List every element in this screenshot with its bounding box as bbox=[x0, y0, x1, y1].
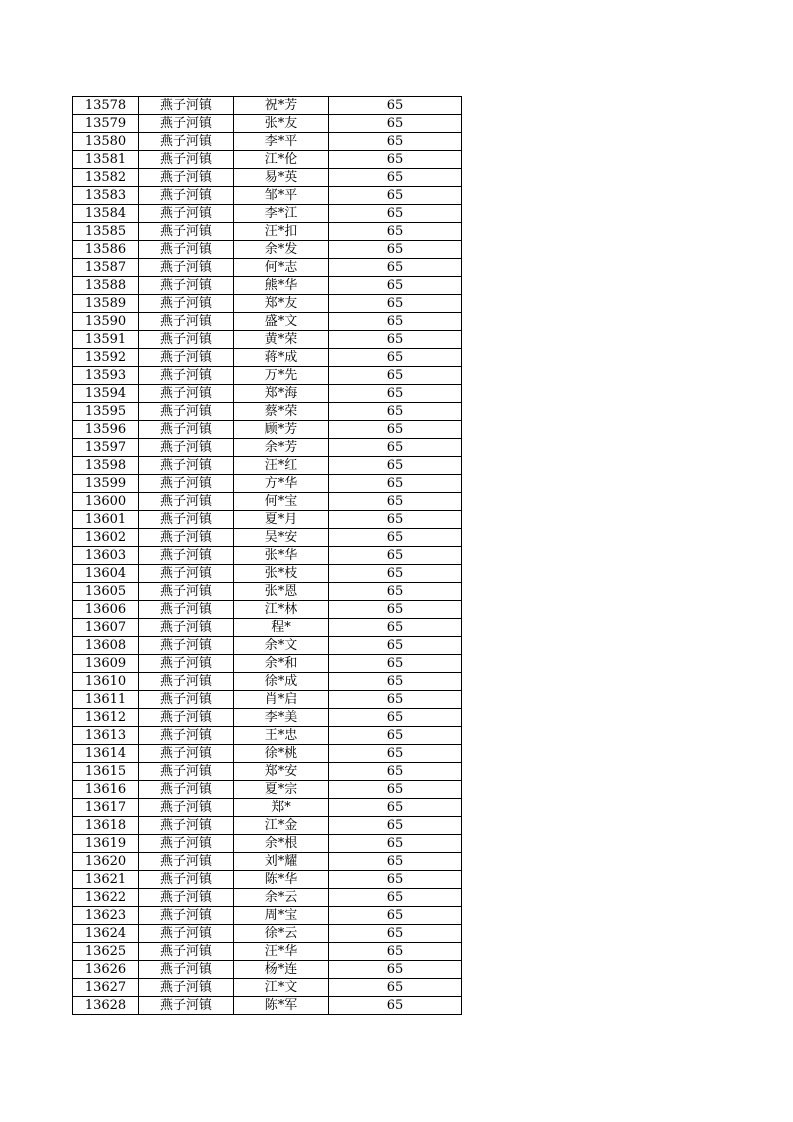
table-row bbox=[73, 151, 462, 169]
cell-amount: 65 bbox=[329, 439, 462, 457]
cell-id: 13618 bbox=[73, 817, 139, 835]
cell-town: 燕子河镇 bbox=[139, 601, 234, 619]
cell-town: 燕子河镇 bbox=[139, 853, 234, 871]
cell-amount: 65 bbox=[329, 583, 462, 601]
table-row bbox=[73, 601, 462, 619]
table-row bbox=[73, 511, 462, 529]
cell-town: 燕子河镇 bbox=[139, 817, 234, 835]
table-row bbox=[73, 187, 462, 205]
cell-name: 祝*芳 bbox=[234, 97, 329, 115]
cell-town: 燕子河镇 bbox=[139, 169, 234, 187]
cell-id: 13595 bbox=[73, 403, 139, 421]
cell-id: 13605 bbox=[73, 583, 139, 601]
cell-id: 13610 bbox=[73, 673, 139, 691]
cell-name: 夏*宗 bbox=[234, 781, 329, 799]
cell-name: 方*华 bbox=[234, 475, 329, 493]
cell-amount: 65 bbox=[329, 529, 462, 547]
table-row bbox=[73, 169, 462, 187]
cell-id: 13627 bbox=[73, 979, 139, 997]
cell-town: 燕子河镇 bbox=[139, 511, 234, 529]
table-row bbox=[73, 961, 462, 979]
cell-name: 杨*连 bbox=[234, 961, 329, 979]
cell-town: 燕子河镇 bbox=[139, 457, 234, 475]
cell-amount: 65 bbox=[329, 979, 462, 997]
cell-name: 江*金 bbox=[234, 817, 329, 835]
cell-id: 13615 bbox=[73, 763, 139, 781]
cell-town: 燕子河镇 bbox=[139, 241, 234, 259]
cell-name: 何*宝 bbox=[234, 493, 329, 511]
cell-town: 燕子河镇 bbox=[139, 583, 234, 601]
cell-town: 燕子河镇 bbox=[139, 151, 234, 169]
cell-id: 13616 bbox=[73, 781, 139, 799]
cell-name: 汪*华 bbox=[234, 943, 329, 961]
cell-id: 13628 bbox=[73, 997, 139, 1015]
cell-town: 燕子河镇 bbox=[139, 205, 234, 223]
cell-town: 燕子河镇 bbox=[139, 331, 234, 349]
cell-town: 燕子河镇 bbox=[139, 385, 234, 403]
cell-town: 燕子河镇 bbox=[139, 745, 234, 763]
cell-name: 周*宝 bbox=[234, 907, 329, 925]
cell-id: 13578 bbox=[73, 97, 139, 115]
cell-amount: 65 bbox=[329, 133, 462, 151]
cell-amount: 65 bbox=[329, 151, 462, 169]
table-row bbox=[73, 907, 462, 925]
cell-id: 13619 bbox=[73, 835, 139, 853]
cell-name: 徐*桃 bbox=[234, 745, 329, 763]
cell-town: 燕子河镇 bbox=[139, 907, 234, 925]
cell-name: 李*江 bbox=[234, 205, 329, 223]
cell-amount: 65 bbox=[329, 313, 462, 331]
cell-town: 燕子河镇 bbox=[139, 187, 234, 205]
table-row bbox=[73, 367, 462, 385]
cell-id: 13581 bbox=[73, 151, 139, 169]
cell-amount: 65 bbox=[329, 673, 462, 691]
cell-name: 程* bbox=[234, 619, 329, 637]
cell-id: 13612 bbox=[73, 709, 139, 727]
cell-name: 余*发 bbox=[234, 241, 329, 259]
cell-name: 郑*安 bbox=[234, 763, 329, 781]
cell-town: 燕子河镇 bbox=[139, 763, 234, 781]
table-row bbox=[73, 943, 462, 961]
table-row bbox=[73, 979, 462, 997]
cell-id: 13623 bbox=[73, 907, 139, 925]
cell-id: 13622 bbox=[73, 889, 139, 907]
table-row bbox=[73, 223, 462, 241]
cell-amount: 65 bbox=[329, 907, 462, 925]
table-row bbox=[73, 619, 462, 637]
cell-name: 陈*华 bbox=[234, 871, 329, 889]
cell-name: 夏*月 bbox=[234, 511, 329, 529]
cell-name: 江*文 bbox=[234, 979, 329, 997]
cell-town: 燕子河镇 bbox=[139, 979, 234, 997]
cell-id: 13607 bbox=[73, 619, 139, 637]
table-row bbox=[73, 655, 462, 673]
table-row bbox=[73, 97, 462, 115]
table-row bbox=[73, 925, 462, 943]
cell-town: 燕子河镇 bbox=[139, 925, 234, 943]
cell-town: 燕子河镇 bbox=[139, 709, 234, 727]
table-row bbox=[73, 997, 462, 1015]
cell-amount: 65 bbox=[329, 817, 462, 835]
cell-amount: 65 bbox=[329, 205, 462, 223]
cell-town: 燕子河镇 bbox=[139, 529, 234, 547]
cell-town: 燕子河镇 bbox=[139, 277, 234, 295]
cell-amount: 65 bbox=[329, 547, 462, 565]
cell-town: 燕子河镇 bbox=[139, 673, 234, 691]
cell-amount: 65 bbox=[329, 727, 462, 745]
cell-id: 13608 bbox=[73, 637, 139, 655]
cell-id: 13589 bbox=[73, 295, 139, 313]
table-row bbox=[73, 853, 462, 871]
cell-amount: 65 bbox=[329, 943, 462, 961]
cell-id: 13590 bbox=[73, 313, 139, 331]
cell-amount: 65 bbox=[329, 655, 462, 673]
cell-town: 燕子河镇 bbox=[139, 691, 234, 709]
cell-town: 燕子河镇 bbox=[139, 997, 234, 1015]
table-row bbox=[73, 781, 462, 799]
cell-town: 燕子河镇 bbox=[139, 619, 234, 637]
table-row bbox=[73, 457, 462, 475]
cell-amount: 65 bbox=[329, 169, 462, 187]
cell-amount: 65 bbox=[329, 349, 462, 367]
table-row bbox=[73, 385, 462, 403]
cell-name: 肖*启 bbox=[234, 691, 329, 709]
cell-name: 郑* bbox=[234, 799, 329, 817]
cell-name: 郑*友 bbox=[234, 295, 329, 313]
cell-id: 13611 bbox=[73, 691, 139, 709]
cell-name: 余*云 bbox=[234, 889, 329, 907]
cell-name: 汪*红 bbox=[234, 457, 329, 475]
cell-name: 徐*成 bbox=[234, 673, 329, 691]
cell-town: 燕子河镇 bbox=[139, 475, 234, 493]
cell-town: 燕子河镇 bbox=[139, 565, 234, 583]
cell-town: 燕子河镇 bbox=[139, 421, 234, 439]
cell-id: 13621 bbox=[73, 871, 139, 889]
cell-amount: 65 bbox=[329, 115, 462, 133]
cell-name: 邹*平 bbox=[234, 187, 329, 205]
cell-amount: 65 bbox=[329, 97, 462, 115]
cell-amount: 65 bbox=[329, 493, 462, 511]
cell-amount: 65 bbox=[329, 835, 462, 853]
table-row bbox=[73, 583, 462, 601]
table-row bbox=[73, 133, 462, 151]
cell-id: 13594 bbox=[73, 385, 139, 403]
cell-name: 黄*荣 bbox=[234, 331, 329, 349]
cell-name: 张*恩 bbox=[234, 583, 329, 601]
cell-id: 13603 bbox=[73, 547, 139, 565]
cell-town: 燕子河镇 bbox=[139, 259, 234, 277]
table-row bbox=[73, 331, 462, 349]
cell-name: 余*芳 bbox=[234, 439, 329, 457]
cell-id: 13584 bbox=[73, 205, 139, 223]
cell-name: 王*忠 bbox=[234, 727, 329, 745]
cell-town: 燕子河镇 bbox=[139, 655, 234, 673]
cell-amount: 65 bbox=[329, 241, 462, 259]
cell-name: 郑*海 bbox=[234, 385, 329, 403]
cell-town: 燕子河镇 bbox=[139, 403, 234, 421]
cell-name: 刘*耀 bbox=[234, 853, 329, 871]
cell-town: 燕子河镇 bbox=[139, 367, 234, 385]
table-row bbox=[73, 115, 462, 133]
cell-town: 燕子河镇 bbox=[139, 223, 234, 241]
cell-id: 13592 bbox=[73, 349, 139, 367]
cell-id: 13583 bbox=[73, 187, 139, 205]
cell-amount: 65 bbox=[329, 367, 462, 385]
cell-name: 余*和 bbox=[234, 655, 329, 673]
table-row bbox=[73, 439, 462, 457]
cell-id: 13609 bbox=[73, 655, 139, 673]
cell-amount: 65 bbox=[329, 781, 462, 799]
table-row bbox=[73, 817, 462, 835]
cell-amount: 65 bbox=[329, 457, 462, 475]
table-row bbox=[73, 241, 462, 259]
table-row bbox=[73, 799, 462, 817]
table-row bbox=[73, 349, 462, 367]
cell-id: 13600 bbox=[73, 493, 139, 511]
table-row bbox=[73, 295, 462, 313]
cell-amount: 65 bbox=[329, 997, 462, 1015]
cell-town: 燕子河镇 bbox=[139, 313, 234, 331]
cell-id: 13587 bbox=[73, 259, 139, 277]
cell-town: 燕子河镇 bbox=[139, 547, 234, 565]
cell-id: 13625 bbox=[73, 943, 139, 961]
data-table bbox=[72, 96, 462, 1015]
cell-name: 李*美 bbox=[234, 709, 329, 727]
cell-amount: 65 bbox=[329, 259, 462, 277]
cell-name: 熊*华 bbox=[234, 277, 329, 295]
cell-amount: 65 bbox=[329, 745, 462, 763]
table-row bbox=[73, 889, 462, 907]
table-row bbox=[73, 493, 462, 511]
table-row bbox=[73, 835, 462, 853]
table-row bbox=[73, 691, 462, 709]
cell-id: 13580 bbox=[73, 133, 139, 151]
cell-town: 燕子河镇 bbox=[139, 727, 234, 745]
table-row bbox=[73, 565, 462, 583]
cell-town: 燕子河镇 bbox=[139, 115, 234, 133]
cell-name: 吴*安 bbox=[234, 529, 329, 547]
cell-amount: 65 bbox=[329, 925, 462, 943]
table-body bbox=[73, 97, 462, 1015]
cell-amount: 65 bbox=[329, 223, 462, 241]
cell-town: 燕子河镇 bbox=[139, 439, 234, 457]
cell-name: 何*志 bbox=[234, 259, 329, 277]
cell-id: 13582 bbox=[73, 169, 139, 187]
cell-amount: 65 bbox=[329, 853, 462, 871]
cell-id: 13588 bbox=[73, 277, 139, 295]
cell-town: 燕子河镇 bbox=[139, 637, 234, 655]
cell-id: 13585 bbox=[73, 223, 139, 241]
cell-id: 13599 bbox=[73, 475, 139, 493]
cell-amount: 65 bbox=[329, 331, 462, 349]
cell-id: 13602 bbox=[73, 529, 139, 547]
cell-id: 13614 bbox=[73, 745, 139, 763]
cell-amount: 65 bbox=[329, 871, 462, 889]
cell-id: 13597 bbox=[73, 439, 139, 457]
cell-name: 顾*芳 bbox=[234, 421, 329, 439]
cell-id: 13604 bbox=[73, 565, 139, 583]
cell-name: 万*先 bbox=[234, 367, 329, 385]
table-row bbox=[73, 547, 462, 565]
cell-name: 张*华 bbox=[234, 547, 329, 565]
cell-amount: 65 bbox=[329, 709, 462, 727]
table-row bbox=[73, 313, 462, 331]
cell-amount: 65 bbox=[329, 511, 462, 529]
cell-amount: 65 bbox=[329, 763, 462, 781]
cell-town: 燕子河镇 bbox=[139, 943, 234, 961]
cell-amount: 65 bbox=[329, 403, 462, 421]
table-row bbox=[73, 421, 462, 439]
cell-name: 盛*文 bbox=[234, 313, 329, 331]
cell-id: 13620 bbox=[73, 853, 139, 871]
cell-id: 13601 bbox=[73, 511, 139, 529]
table-row bbox=[73, 475, 462, 493]
cell-amount: 65 bbox=[329, 619, 462, 637]
cell-amount: 65 bbox=[329, 295, 462, 313]
cell-name: 江*林 bbox=[234, 601, 329, 619]
cell-town: 燕子河镇 bbox=[139, 133, 234, 151]
cell-id: 13626 bbox=[73, 961, 139, 979]
table-row bbox=[73, 277, 462, 295]
table-row bbox=[73, 529, 462, 547]
cell-name: 徐*云 bbox=[234, 925, 329, 943]
cell-id: 13593 bbox=[73, 367, 139, 385]
cell-id: 13617 bbox=[73, 799, 139, 817]
cell-id: 13591 bbox=[73, 331, 139, 349]
cell-name: 汪*扣 bbox=[234, 223, 329, 241]
cell-amount: 65 bbox=[329, 565, 462, 583]
cell-name: 李*平 bbox=[234, 133, 329, 151]
cell-town: 燕子河镇 bbox=[139, 835, 234, 853]
cell-amount: 65 bbox=[329, 637, 462, 655]
table-row bbox=[73, 403, 462, 421]
table-row bbox=[73, 727, 462, 745]
cell-town: 燕子河镇 bbox=[139, 781, 234, 799]
cell-town: 燕子河镇 bbox=[139, 889, 234, 907]
cell-id: 13596 bbox=[73, 421, 139, 439]
cell-amount: 65 bbox=[329, 187, 462, 205]
table-row bbox=[73, 763, 462, 781]
cell-name: 江*伦 bbox=[234, 151, 329, 169]
cell-town: 燕子河镇 bbox=[139, 493, 234, 511]
cell-town: 燕子河镇 bbox=[139, 349, 234, 367]
cell-amount: 65 bbox=[329, 421, 462, 439]
cell-id: 13586 bbox=[73, 241, 139, 259]
cell-amount: 65 bbox=[329, 277, 462, 295]
cell-name: 余*根 bbox=[234, 835, 329, 853]
cell-amount: 65 bbox=[329, 385, 462, 403]
cell-amount: 65 bbox=[329, 475, 462, 493]
table-row bbox=[73, 205, 462, 223]
table-row bbox=[73, 637, 462, 655]
cell-id: 13624 bbox=[73, 925, 139, 943]
cell-name: 陈*军 bbox=[234, 997, 329, 1015]
cell-id: 13598 bbox=[73, 457, 139, 475]
cell-town: 燕子河镇 bbox=[139, 97, 234, 115]
cell-amount: 65 bbox=[329, 889, 462, 907]
cell-town: 燕子河镇 bbox=[139, 799, 234, 817]
cell-name: 张*枝 bbox=[234, 565, 329, 583]
cell-name: 蒋*成 bbox=[234, 349, 329, 367]
table-row bbox=[73, 259, 462, 277]
cell-name: 张*友 bbox=[234, 115, 329, 133]
cell-amount: 65 bbox=[329, 601, 462, 619]
cell-town: 燕子河镇 bbox=[139, 961, 234, 979]
table-row bbox=[73, 871, 462, 889]
cell-amount: 65 bbox=[329, 799, 462, 817]
cell-town: 燕子河镇 bbox=[139, 871, 234, 889]
table-row bbox=[73, 709, 462, 727]
cell-name: 余*文 bbox=[234, 637, 329, 655]
table-row bbox=[73, 673, 462, 691]
cell-id: 13606 bbox=[73, 601, 139, 619]
cell-name: 蔡*荣 bbox=[234, 403, 329, 421]
table-row bbox=[73, 745, 462, 763]
cell-name: 易*英 bbox=[234, 169, 329, 187]
cell-id: 13613 bbox=[73, 727, 139, 745]
cell-amount: 65 bbox=[329, 691, 462, 709]
cell-amount: 65 bbox=[329, 961, 462, 979]
cell-id: 13579 bbox=[73, 115, 139, 133]
cell-town: 燕子河镇 bbox=[139, 295, 234, 313]
